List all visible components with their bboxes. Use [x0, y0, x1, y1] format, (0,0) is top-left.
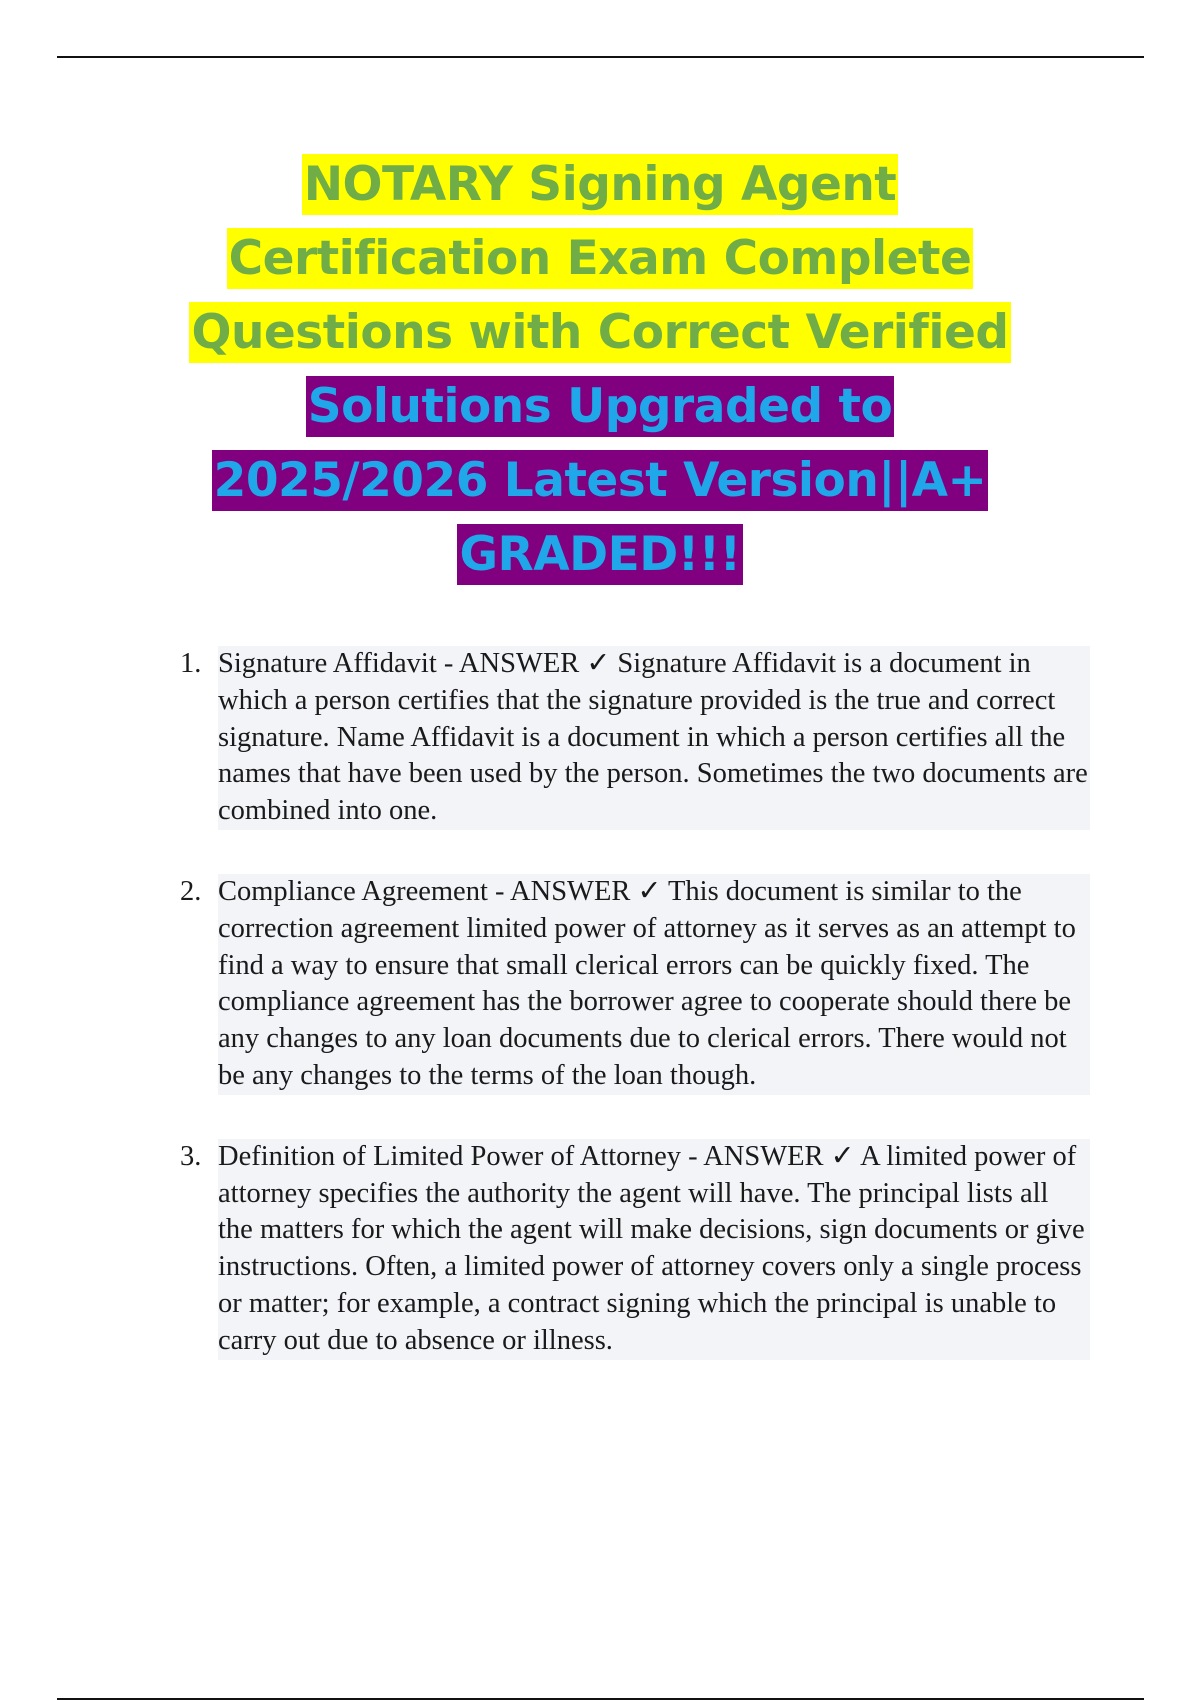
- title-line: [100, 370, 1100, 444]
- title-line-text: NOTARY Signing Agent: [302, 154, 899, 215]
- title-line: [100, 518, 1100, 592]
- title-line: [100, 296, 1100, 370]
- question-item: [170, 646, 1090, 830]
- question-answer-text: Compliance Agreement - ANSWER ✓ This document is similar to the correction agreement limited power of attorney as it serves as an attempt to find a way to ensure that small clerical errors can be quickly fixed. The compliance agreement has the borrower agree to cooperate should there be any changes to any loan documents due to clerical errors. There would not be any changes to the terms of the loan though.: [218, 874, 1090, 1095]
- header-rule: [57, 56, 1144, 58]
- document-title: [100, 148, 1100, 592]
- title-line-text: Questions with Correct Verified: [189, 302, 1010, 363]
- question-answer-text: Signature Affidavit - ANSWER ✓ Signature Affidavit is a document in which a person certifies that the signature provided is the true and correct signature. Name Affidavit is a document in which a person certifies all the names that have been used by the person. Sometimes the two documents are combined into one.: [218, 646, 1090, 830]
- title-line-text: Certification Exam Complete: [227, 228, 974, 289]
- title-line: [100, 444, 1100, 518]
- question-item: [170, 874, 1090, 1095]
- title-line: [100, 148, 1100, 222]
- title-line-text: Solutions Upgraded to: [306, 376, 895, 437]
- question-list: [170, 646, 1090, 1404]
- title-line-text: 2025/2026 Latest Version||A+: [212, 450, 989, 511]
- question-number: 1.: [180, 648, 202, 679]
- question-number: 2.: [180, 875, 202, 907]
- question-number: 3.: [180, 1140, 202, 1172]
- title-line-text: GRADED!!!: [457, 524, 742, 585]
- question-answer-text: Definition of Limited Power of Attorney - ANSWER ✓ A limited power of attorney specifies the authority the agent will have. The principal lists all the matters for which the agent will make decisions, sign documents or give instructions. Often, a limited power of attorney covers only a single process or matter; for example, a contract signing which the principal is unable to carry out due to absence or illness.: [218, 1139, 1090, 1360]
- title-line: [100, 222, 1100, 296]
- question-item: [170, 1139, 1090, 1360]
